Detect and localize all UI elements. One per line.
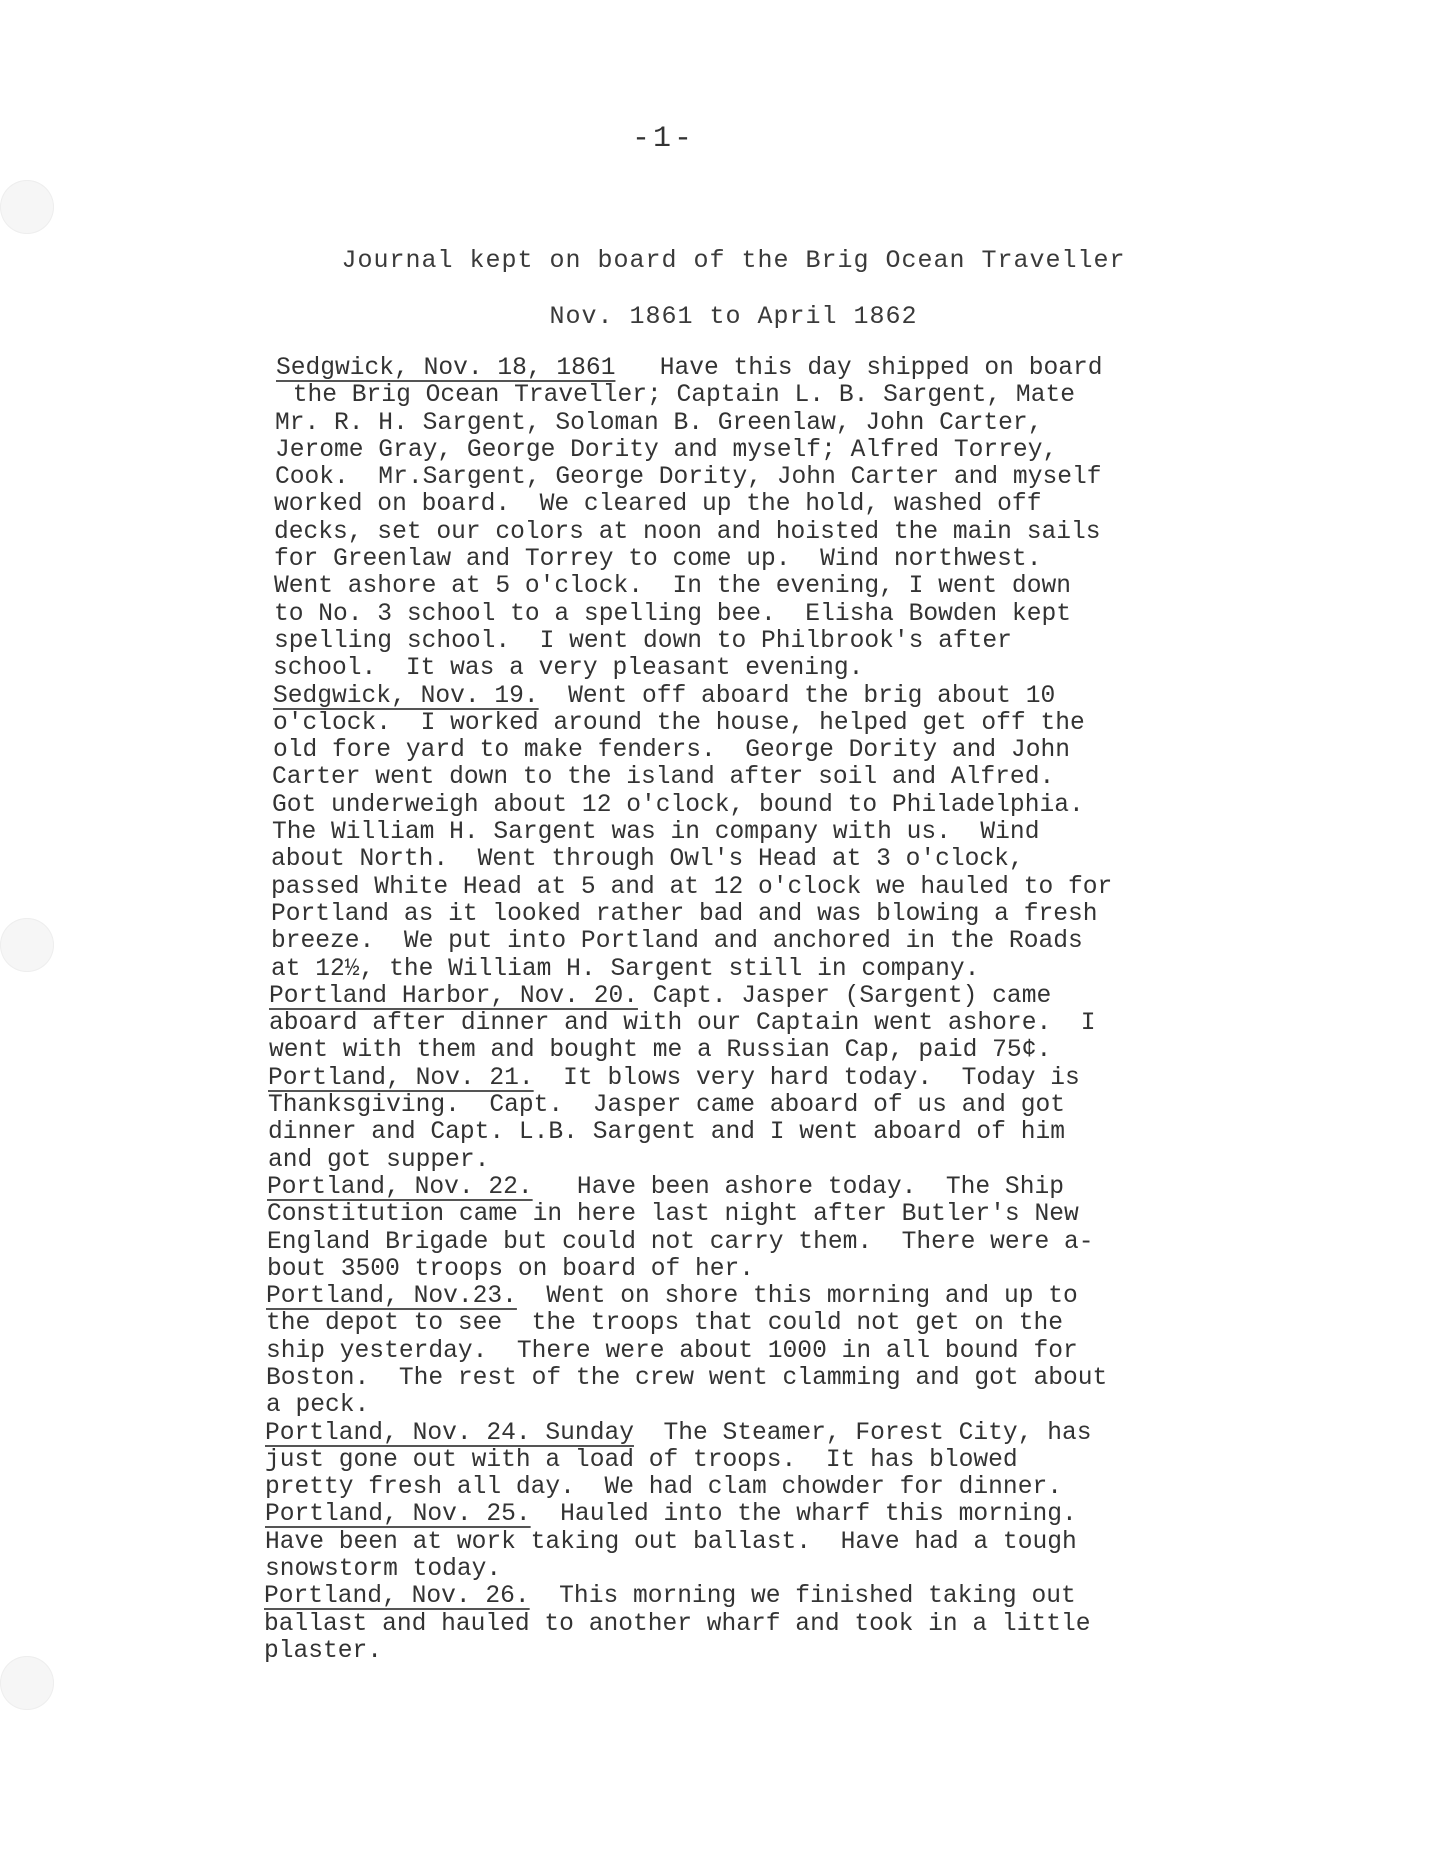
journal-line [273,655,1236,682]
entry-text: school. It was a very pleasant evening. [273,655,864,683]
entry-text: Carter went down to the island after soil and Alfred. [272,764,1055,792]
journal-line [272,819,1236,846]
journal-entry-start-line [273,683,1236,710]
journal-line [267,1256,1236,1283]
journal-line [268,1092,1236,1119]
entry-text: passed White Head at 5 and at 12 o'clock we hauled to for [271,873,1113,901]
journal-line [274,491,1236,518]
entry-text: bout 3500 troops on board of her. [267,1255,755,1283]
entry-text: England Brigade but could not carry them. There were a- [267,1228,1094,1256]
journal-entry-start-line [268,1065,1236,1092]
entry-date: Sedgwick, Nov. 18, 1861 [276,355,616,382]
entry-text: Went ashore at 5 o'clock. In the evening, I went down [274,573,1071,601]
journal-line [266,1338,1236,1365]
entry-text: Thanksgiving. Capt. Jasper came aboard of us and got [268,1092,1065,1120]
journal-line [275,464,1236,491]
entry-text: Jerome Gray, George Dority and myself; Alfred Torrey, [275,436,1058,464]
journal-entry-start-line [269,983,1236,1010]
journal-line [267,1229,1236,1256]
entry-text: worked on board. We cleared up the hold, washed off [274,491,1042,519]
entry-text: Capt. Jasper (Sargent) came [637,982,1052,1010]
journal-line [274,519,1236,546]
entry-text: old fore yard to make fenders. George Dority and John [273,737,1070,765]
entry-text: the depot to see the troops that could not get on the [266,1310,1063,1338]
journal-entry-start-line [265,1501,1236,1528]
journal-line [264,1638,1236,1665]
journal-entry-start-line [276,355,1236,382]
entry-date: Portland Harbor, Nov. 20. [269,982,638,1010]
page-number: -1- [632,122,696,156]
entry-text: The Steamer, Forest City, has [633,1419,1092,1447]
journal-line [264,1611,1236,1638]
entry-text: Have been at work taking out ballast. Have had a tough [265,1528,1077,1556]
journal-line [269,1037,1236,1064]
journal-line [275,437,1236,464]
entry-text: to No. 3 school to a spelling bee. Elisha Bowden kept [274,600,1071,628]
journal-line [271,956,1236,983]
journal-line [275,410,1236,437]
journal-line [278,382,1236,409]
journal-line [267,1201,1236,1228]
journal-entry-start-line [264,1583,1236,1610]
binder-hole-bottom [0,1656,54,1710]
journal-title: Journal kept on board of the Brig Ocean Traveller [341,246,1126,275]
entry-date: Portland, Nov. 21. [268,1064,534,1092]
entry-date: Portland, Nov. 26. [264,1583,530,1611]
entry-text: o'clock. I worked around the house, helped get off the [273,709,1085,737]
entry-text: Hauled into the wharf this morning. [530,1501,1077,1529]
entry-text: for Greenlaw and Torrey to come up. Wind northwest. [274,546,1042,574]
journal-date-range: Nov. 1861 to April 1862 [549,302,918,331]
entry-text: Boston. The rest of the crew went clamming and got about [266,1364,1108,1392]
journal-line [271,874,1236,901]
binder-hole-middle [0,918,54,972]
entry-text: and got supper. [268,1146,490,1174]
entry-text: Went off aboard the brig about 10 [538,682,1056,710]
journal-line [274,546,1236,573]
entry-date: Portland, Nov. 22. [267,1173,533,1201]
entry-text: plaster. [264,1637,383,1665]
entry-text: ship yesterday. There were about 1000 in all bound for [266,1337,1078,1365]
entry-text: dinner and Capt. L.B. Sargent and I went aboard of him [268,1119,1065,1147]
binder-hole-top [0,180,54,234]
entry-text: breeze. We put into Portland and anchored in the Roads [271,928,1083,956]
entry-text: the Brig Ocean Traveller; Captain L. B. Sargent, Mate [278,382,1075,410]
journal-body [264,355,1236,1665]
journal-line [274,628,1236,655]
journal-line [268,1147,1236,1174]
entry-text: Portland as it looked rather bad and was blowing a fresh [271,900,1098,928]
journal-line [274,601,1236,628]
journal-line [266,1392,1236,1419]
entry-date: Portland, Nov. 25. [265,1501,531,1529]
entry-text: at 12½, the William H. Sargent still in company. [271,955,980,983]
entry-text: went with them and bought me a Russian Cap, paid 75¢. [269,1037,1052,1065]
entry-text: spelling school. I went down to Philbrook's after [274,627,1012,655]
entry-text: Have this day shipped on board [615,355,1103,382]
journal-line [271,846,1236,873]
entry-text: It blows very hard today. Today is [533,1064,1080,1092]
journal-line [271,928,1236,955]
entry-text: This morning we finished taking out [529,1583,1076,1611]
journal-line [265,1474,1236,1501]
journal-entry-start-line [266,1283,1236,1310]
entry-date: Portland, Nov.23. [266,1283,517,1311]
entry-text: pretty fresh all day. We had clam chowder for dinner. [265,1474,1062,1502]
entry-text: Mr. R. H. Sargent, Soloman B. Greenlaw, John Carter, [275,409,1043,437]
entry-text: ballast and hauled to another wharf and took in a little [264,1610,1091,1638]
journal-line [266,1365,1236,1392]
entry-text: about North. Went through Owl's Head at 3 o'clock, [271,846,1024,874]
journal-line [271,901,1236,928]
journal-line [269,1010,1236,1037]
journal-line [265,1529,1236,1556]
entry-text: snowstorm today. [265,1556,502,1584]
entry-text: Went on shore this morning and up to [516,1283,1078,1311]
entry-text: Got underweigh about 12 o'clock, bound to Philadelphia. [272,791,1084,819]
entry-date: Portland, Nov. 24. Sunday [265,1419,634,1447]
entry-text: Cook. Mr.Sargent, George Dority, John Carter and myself [275,464,1102,492]
entry-text: Have been ashore today. The Ship [532,1173,1064,1201]
journal-line [265,1447,1236,1474]
entry-text: decks, set our colors at noon and hoisted the main sails [274,518,1101,546]
entry-text: aboard after dinner and with our Captain went ashore. I [269,1010,1096,1038]
journal-entry-start-line [267,1174,1236,1201]
journal-line [266,1310,1236,1337]
journal-line [272,764,1236,791]
entry-text: The William H. Sargent was in company with us. Wind [272,819,1040,847]
journal-entry-start-line [265,1420,1236,1447]
entry-text: just gone out with a load of troops. It has blowed [265,1446,1018,1474]
journal-line [272,792,1236,819]
journal-line [274,573,1236,600]
entry-text: a peck. [266,1392,370,1420]
journal-line [273,710,1236,737]
journal-line [268,1119,1236,1146]
journal-line [265,1556,1236,1583]
entry-text: Constitution came in here last night after Butler's New [267,1201,1079,1229]
entry-date: Sedgwick, Nov. 19. [273,682,539,710]
journal-line [273,737,1236,764]
